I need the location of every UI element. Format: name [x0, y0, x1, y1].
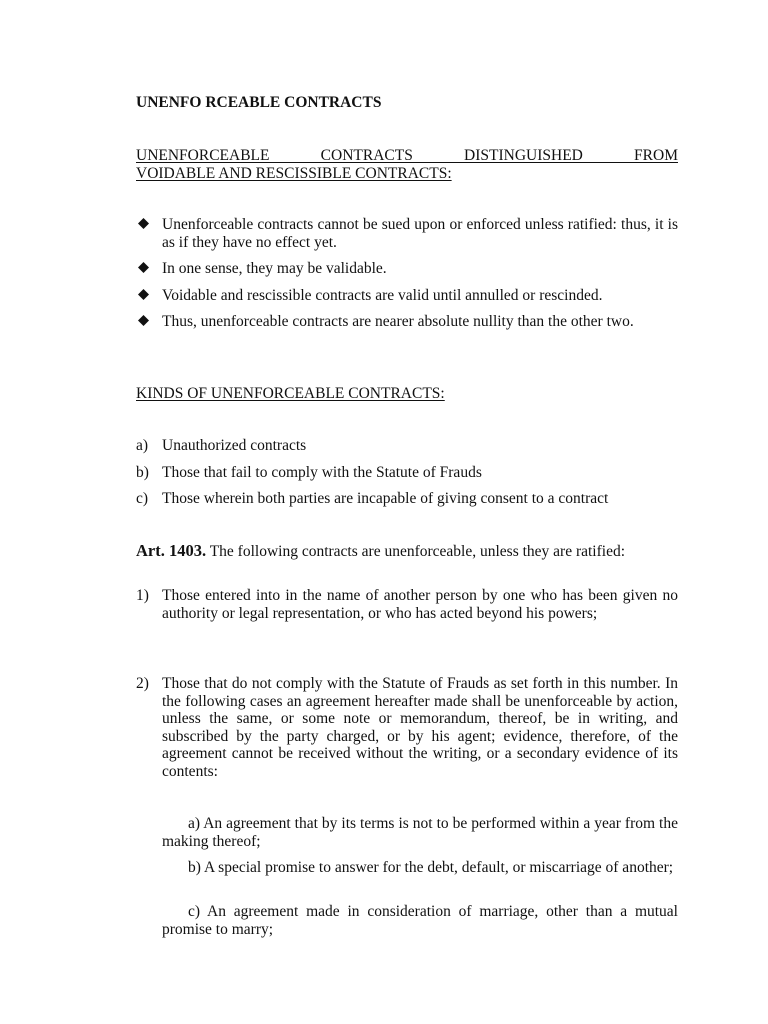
list-item [136, 260, 678, 278]
list-item [136, 216, 678, 251]
article-intro-text: The following contracts are unenforceable, unless they are ratified: [206, 543, 626, 560]
distinguished-heading [136, 147, 678, 183]
bullet-text: Thus, unenforceable contracts are nearer absolute nullity than the other two. [162, 313, 634, 330]
list-item [136, 490, 678, 508]
kinds-list [136, 437, 678, 517]
list-item [136, 464, 678, 482]
list-item [136, 437, 678, 455]
subitem-text: A special promise to answer for the debt, default, or miscarriage of another; [203, 859, 674, 876]
statute-subitem-b [162, 859, 678, 877]
article-1403-intro [136, 542, 678, 561]
article-number: Art. 1403. [136, 541, 207, 560]
statute-subitem-a [162, 815, 678, 850]
list-marker: b) [136, 463, 149, 481]
document-title: UNENFO RCEABLE CONTRACTS [136, 94, 382, 111]
kinds-heading: KINDS OF UNENFORCEABLE CONTRACTS: [136, 385, 445, 402]
list-marker: c) [136, 490, 149, 507]
diamond-bullet-icon [138, 262, 149, 273]
subitem-text: An agreement that by its terms is not to be performed within a year from the making thereof; [162, 815, 678, 850]
bullet-text: Unenforceable contracts cannot be sued upon or enforced unless ratified: thus, it is as if they have no effect yet. [162, 216, 678, 251]
list-marker: b) [188, 859, 201, 876]
distinguished-heading-line-2: VOIDABLE AND RESCISSIBLE CONTRACTS: [136, 165, 452, 182]
distinguished-heading-line-1: UNENFORCEABLE CONTRACTS DISTINGUISHED FROM [136, 147, 678, 164]
list-marker: a) [136, 437, 149, 454]
article-item-text: Those entered into in the name of another person by one who has been given no authority or legal representation, or who has acted beyond his powers; [162, 587, 678, 622]
distinction-bullet-list [136, 216, 678, 340]
article-item-2 [136, 675, 678, 780]
list-item-text: Those wherein both parties are incapable of giving consent to a contract [162, 490, 609, 507]
statute-subitem-c [162, 903, 678, 938]
bullet-text: Voidable and rescissible contracts are valid until annulled or rescinded. [162, 286, 603, 304]
list-item [136, 313, 678, 331]
article-item-1 [136, 587, 678, 622]
list-marker: c) [188, 903, 201, 920]
list-item-text: Those that fail to comply with the Statute of Frauds [162, 463, 482, 481]
list-marker: 2) [136, 675, 149, 692]
subitem-text: An agreement made in consideration of marriage, other than a mutual promise to marry; [162, 903, 678, 938]
diamond-bullet-icon [138, 218, 149, 229]
list-item-text: Unauthorized contracts [162, 437, 307, 454]
diamond-bullet-icon [138, 289, 149, 300]
article-item-text: Those that do not comply with the Statute of Frauds as set forth in this number. In the following cases an agreement hereafter made shall be unenforceable by action, unless the same, or some note or memorandum, thereof, be in writing, and subscribed by the party charged, or by his agent; evidence, therefore, of the agreement cannot be received without the writing, or a secondary evidence of its contents: [162, 675, 678, 780]
list-item [136, 287, 678, 305]
bullet-text: In one sense, they may be validable. [162, 260, 387, 277]
list-marker: 1) [136, 587, 149, 604]
diamond-bullet-icon [138, 315, 149, 326]
list-marker: a) [188, 815, 201, 832]
